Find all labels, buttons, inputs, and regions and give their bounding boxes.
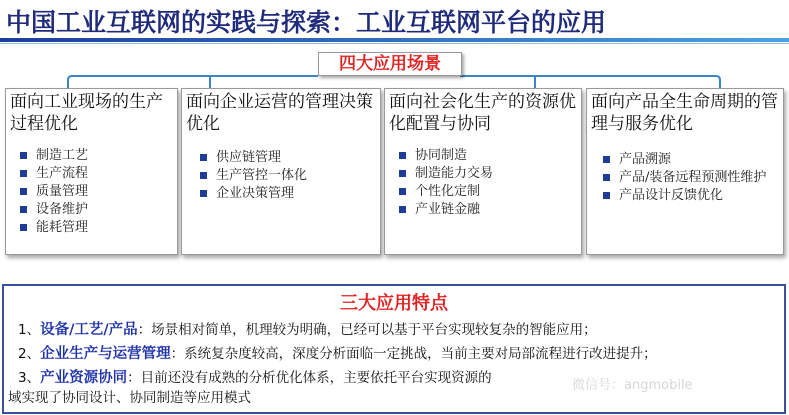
bullet-square-icon bbox=[20, 170, 27, 177]
scenario-list bbox=[20, 147, 88, 237]
bullet-square-icon bbox=[20, 206, 27, 213]
scenario-card-resource-coordination bbox=[384, 88, 582, 255]
list-item: 制造工艺 bbox=[20, 147, 88, 165]
scenario-card-production bbox=[5, 88, 178, 255]
list-item: 协同制造 bbox=[399, 147, 493, 165]
scenario-card-title: 面向社会化生产的资源优化配置与协同 bbox=[389, 92, 576, 134]
feature-item bbox=[18, 320, 597, 340]
list-item: 产品/装备远程预测性维护 bbox=[603, 169, 773, 187]
feature-key: 设备/工艺/产品 bbox=[40, 322, 138, 338]
bullet-square-icon bbox=[399, 170, 406, 177]
list-item: 产品溯源 bbox=[603, 151, 773, 169]
scenarios-heading: 四大应用场景 bbox=[318, 52, 462, 76]
scenario-card-title: 面向工业现场的生产过程优化 bbox=[10, 92, 163, 134]
scenario-card-product-lifecycle bbox=[586, 88, 784, 255]
list-item: 制造能力交易 bbox=[399, 165, 493, 183]
features-heading: 三大应用特点 bbox=[340, 293, 448, 314]
list-item: 生产管控一体化 bbox=[200, 167, 307, 185]
feature-number: 1、 bbox=[18, 322, 41, 338]
feature-continuation: 域实现了协同设计、协同制造等应用模式 bbox=[8, 390, 251, 406]
feature-item bbox=[18, 344, 657, 364]
list-item: 生产流程 bbox=[20, 165, 88, 183]
bullet-square-icon bbox=[399, 152, 406, 159]
list-item: 产业链金融 bbox=[399, 201, 493, 219]
bullet-square-icon bbox=[399, 188, 406, 195]
bullet-square-icon bbox=[399, 206, 406, 213]
page-title: 中国工业互联网的实践与探索：工业互联网平台的应用 bbox=[6, 8, 607, 37]
list-item: 企业决策管理 bbox=[200, 185, 307, 203]
list-item: 产品设计反馈优化 bbox=[603, 187, 773, 205]
bullet-square-icon bbox=[603, 192, 610, 199]
scenario-card-title: 面向企业运营的管理决策优化 bbox=[186, 92, 373, 134]
scenario-list bbox=[200, 149, 307, 203]
scenario-card-management bbox=[181, 88, 381, 255]
bullet-square-icon bbox=[603, 174, 610, 181]
feature-number: 2、 bbox=[18, 346, 41, 362]
bullet-square-icon bbox=[200, 154, 207, 161]
feature-desc: ：场景相对简单，机理较为明确，已经可以基于平台实现较复杂的智能应用； bbox=[137, 322, 597, 338]
list-item: 质量管理 bbox=[20, 183, 88, 201]
bullet-square-icon bbox=[603, 156, 610, 163]
scenario-card-title: 面向产品全生命周期的管理与服务优化 bbox=[591, 92, 778, 134]
feature-desc: ：系统复杂度较高，深度分析面临一定挑战，当前主要对局部流程进行改进提升； bbox=[170, 346, 657, 362]
features-panel bbox=[2, 284, 786, 414]
watermark: 微信号：angmobile bbox=[572, 378, 693, 393]
feature-key: 产业资源协同 bbox=[40, 370, 128, 386]
scenario-list bbox=[399, 147, 493, 219]
list-item: 设备维护 bbox=[20, 201, 88, 219]
bullet-square-icon bbox=[20, 224, 27, 231]
bullet-square-icon bbox=[200, 190, 207, 197]
list-item: 供应链管理 bbox=[200, 149, 307, 167]
scenario-list bbox=[603, 151, 773, 205]
bullet-square-icon bbox=[20, 152, 27, 159]
feature-key: 企业生产与运营管理 bbox=[40, 346, 171, 362]
bullet-square-icon bbox=[20, 188, 27, 195]
feature-desc: ：目前还没有成熟的分析优化体系，主要依托平台实现资源的 bbox=[127, 370, 492, 386]
feature-item bbox=[18, 368, 492, 388]
bullet-square-icon bbox=[200, 172, 207, 179]
feature-number: 3、 bbox=[18, 370, 41, 386]
list-item: 个性化定制 bbox=[399, 183, 493, 201]
scenario-connector bbox=[0, 0, 789, 100]
list-item: 能耗管理 bbox=[20, 219, 88, 237]
